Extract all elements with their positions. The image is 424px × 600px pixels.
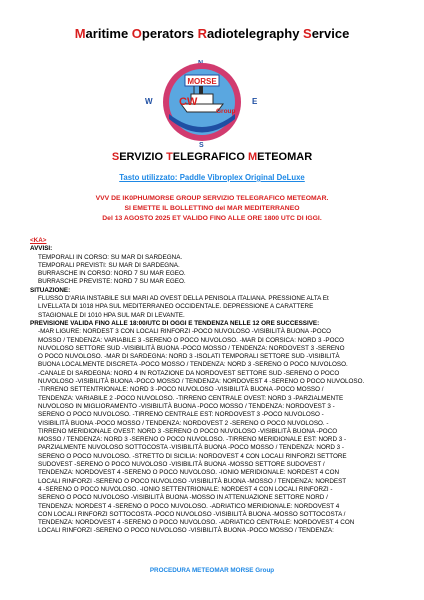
avvisi-line: TEMPORALI PREVISTI: SU MAR DI SARDEGNA.: [38, 261, 180, 269]
footer-procedure: PROCEDURA METEOMAR MORSE Group: [149, 567, 275, 574]
situazione-line: STAGIONALE DI 1010 HPA SUL MAR DI LEVANTE.: [38, 311, 185, 319]
previsione-line: BUONA LOCALMENTE DISCRETA -POCO MOSSO / TENDENZA: NORD 3 -SERENO O POCO NUVOLOSO.: [38, 361, 348, 369]
bulletin-header: [0, 194, 424, 224]
logo-compass-e: E: [252, 97, 258, 106]
previsione-line: MOSSO / TENDENZA: VARIABILE 3 -SERENO O POCO NUVOLOSO. -MAR DI CORSICA: NORD 3 -POCO: [38, 336, 344, 344]
previsione-line: SERENO O POCO NUVOLOSO -VISIBILITÀ BUONA -MOSSO IN ATTENUAZIONE SETTORE NORD /: [38, 494, 328, 502]
previsione-line: PARZIALMENTE NUVOLOSO SOTTOCOSTA -VISIBILITÀ BUONA -POCO MOSSO / TENDENZA: NORD 3 -: [38, 444, 345, 452]
logo-group-text: Group: [216, 108, 236, 115]
previsione-line: TENDENZA: NORDOVEST 4 -SERENO O POCO NUVOLOSO. -IONIO MERIDIONALE: NORDEST 4 CON: [38, 469, 340, 477]
previsione-line: -TIRRENO SETTENTRIONALE: NORD 3 -POCO NUVOLOSO -VISIBILITÀ BUONA -POCO MOSSO /: [38, 386, 324, 394]
bulletin-body: [30, 237, 402, 536]
header-line: SI EMETTE IL BOLLETTINO del MAR MEDITERRANEO: [124, 205, 300, 212]
logo-cw-text: CW: [179, 96, 198, 108]
page-title: Maritime Operators Radiotelegraphy Service: [74, 26, 350, 41]
avvisi-label: AVVISI:: [30, 245, 53, 253]
previsione-line: VISIBILITÀ BUONA -POCO MOSSO / TENDENZA: NORDOVEST 2 -SERENO O POCO NUVOLOSO. -: [38, 419, 329, 427]
ka-marker: <KA>: [30, 237, 47, 244]
previsione-line: NUVOLOSO IN MIGLIORAMENTO -VISIBILITÀ BUONA -POCO MOSSO / TENDENZA: NORDOVEST 3 -: [38, 402, 335, 410]
previsione-line: -MAR LIGURE: NORDEST 3 CON LOCALI RINFORZI -POCO NUVOLOSO -VISIBILITÀ BUONA -POCO: [38, 328, 332, 336]
previsione-line: SERENO O POCO NUVOLOSO. -TIRRENO CENTRALE EST: NORDOVEST 3 -POCO NUVOLOSO -: [38, 411, 324, 419]
previsione-line: NUVOLOSO -VISIBILITÀ BUONA -POCO MOSSO / TENDENZA: NORDOVEST 4 -SERENO O POCO NUVOLOSO.: [38, 378, 365, 386]
ship-funnel-icon: [199, 86, 203, 94]
logo-morse-text: MORSE: [187, 77, 217, 86]
previsione-line: O POCO NUVOLOSO. -MAR DI SARDEGNA: NORD 3 -ISOLATI TEMPORALI SETTORE SUD -VISIBILITÀ: [38, 353, 340, 361]
previsione-line: 4 -SERENO O POCO NUVOLOSO. -IONIO SETTENTRIONALE: NORDEST 4 CON LOCALI RINFORZI -: [38, 485, 333, 493]
previsione-line: TENDENZA: VARIABILE 2 -POCO NUVOLOSO. -TIRRENO CENTRALE OVEST: NORD 3 -PARZIALMENTE: [38, 394, 344, 402]
avvisi-line: BURRASCHE PREVISTE: NORD 7 SU MAR EGEO.: [38, 278, 186, 286]
avvisi-line: BURRASCHE IN CORSO: NORD 7 SU MAR EGEO.: [38, 270, 186, 278]
previsione-line: TENDENZA: NORDOVEST 4 -SERENO O POCO NUVOLOSO. -ADRIATICO CENTRALE: NORDOVEST 4 CON: [38, 519, 355, 527]
previsione-line: LOCALI RINFORZI -SERENO O POCO NUVOLOSO -VISIBILITÀ BUONA -MOSSO / TENDENZA: NORDEST: [38, 477, 347, 485]
previsione-line: TENDENZA: NORDEST 4 -SERENO O POCO NUVOLOSO. -ADRIATICO MERIDIONALE: NORDOVEST 4: [38, 502, 340, 510]
previsione-line: -CANALE DI SARDEGNA: NORD 4 IN ROTAZIONE DA NORDOVEST SETTORE SUD -SERENO O POCO: [38, 369, 340, 377]
logo-compass-w: W: [145, 97, 153, 106]
situazione-label: SITUAZIONE:: [30, 286, 71, 294]
header-line: Del 13 AGOSTO 2025 ET VALIDO FINO ALLE ORE 1800 UTC DI IGGI.: [102, 215, 322, 222]
previsione-line: MOSSO / TENDENZA: NORD 3 -SERENO O POCO NUVOLOSO. -TIRRENO MERIDIONALE EST: NORD 3 -: [38, 436, 347, 444]
previsione-line: NUVOLOSO SETTORE SUD -VISIBILITÀ BUONA -POCO MOSSO / TENDENZA: NORDOVEST 3 -SERENO: [38, 344, 345, 352]
situazione-line: FLUSSO D'ARIA INSTABILE SUI MARI AD OVEST DELLA PENISOLA ITALIANA. PRESSIONE ALTA Et: [38, 295, 329, 303]
previsione-line: SUDOVEST -SERENO O POCO NUVOLOSO -VISIBILITÀ BUONA -MOSSO SETTORE SUDOVEST /: [38, 461, 325, 469]
header-line: VVV DE IK0PHU/MORSE GROUP SERVIZIO TELEGRAFICO METEOMAR.: [95, 195, 329, 202]
previsione-line: LOCALI RINFORZI -SERENO O POCO NUVOLOSO -VISIBILITÀ BUONA -POCO MOSSO / TENDENZA:: [38, 527, 334, 535]
situazione-line: LIVELLATA DI 1018 HPA SUL MEDITERRANEO OCCIDENTALE. DEPRESSIONE A CARATTERE: [38, 303, 314, 311]
morse-group-logo: [141, 56, 263, 148]
logo-compass-s: S: [199, 142, 204, 148]
avvisi-line: TEMPORALI IN CORSO: SU MAR DI SARDEGNA.: [38, 253, 183, 261]
previsione-line: TIRRENO MERIDIONALE OVEST: NORD 3 -SERENO O POCO NUVOLOSO -VISIBILITÀ BUONA -POCO: [38, 427, 338, 435]
previsione-line: CON LOCALI RINFORZI SOTTOCOSTA -POCO NUVOLOSO -VISIBILITÀ BUONA -MOSSO SOTTOCOSTA /: [38, 510, 346, 518]
previsione-label: PREVISIONE VALIDA FINO ALLE 18:00/UTC DI OGGI E TENDENZA NELLE 12 ORE SUCCESSIVE:: [30, 319, 320, 327]
section-title: SERVIZIO TELEGRAFICO METEOMAR: [111, 151, 313, 163]
previsione-line: SERENO O POCO NUVOLOSO. -STRETTO DI SICILIA: NORDOVEST 4 CON LOCALI RINFORZI SETTORE: [38, 452, 347, 460]
key-used-line: Tasto utilizzato: Paddle Vibroplex Original DeLuxe: [119, 173, 305, 182]
